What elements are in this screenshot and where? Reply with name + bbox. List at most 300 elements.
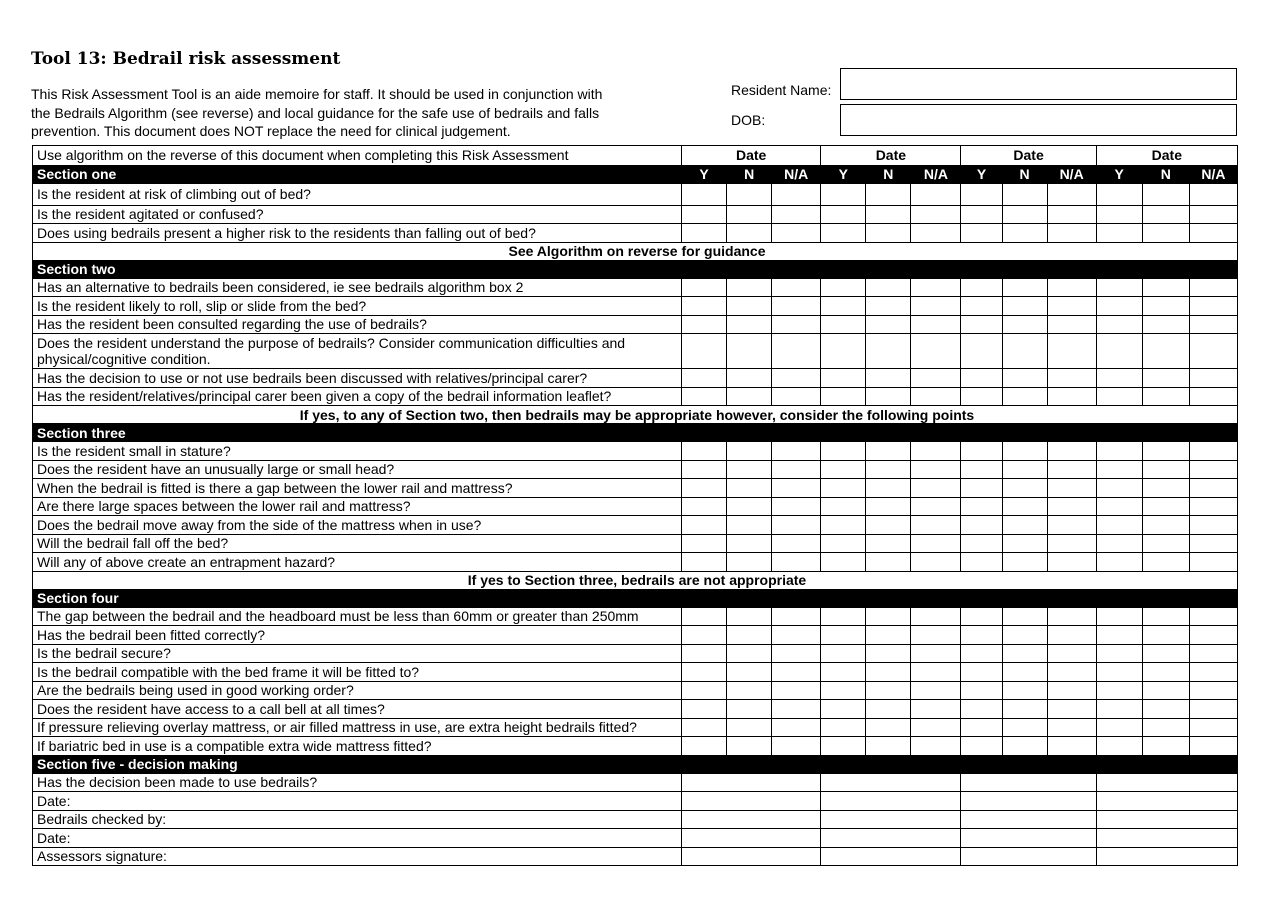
answer-cell[interactable] bbox=[682, 479, 727, 498]
answer-cell[interactable] bbox=[1002, 737, 1047, 756]
answer-cell[interactable] bbox=[1142, 553, 1189, 572]
answer-cell[interactable] bbox=[911, 183, 961, 205]
answer-cell[interactable] bbox=[1189, 224, 1237, 243]
answer-cell[interactable] bbox=[866, 334, 911, 369]
decision-cell[interactable] bbox=[821, 847, 961, 866]
answer-cell[interactable] bbox=[1096, 205, 1142, 224]
answer-cell[interactable] bbox=[961, 334, 1002, 369]
answer-cell[interactable] bbox=[682, 442, 727, 461]
answer-cell[interactable] bbox=[1189, 479, 1237, 498]
answer-cell[interactable] bbox=[727, 387, 772, 406]
answer-cell[interactable] bbox=[961, 607, 1002, 626]
answer-cell[interactable] bbox=[866, 700, 911, 719]
answer-cell[interactable] bbox=[961, 442, 1002, 461]
answer-cell[interactable] bbox=[727, 718, 772, 737]
answer-cell[interactable] bbox=[1096, 626, 1142, 645]
answer-cell[interactable] bbox=[866, 442, 911, 461]
answer-cell[interactable] bbox=[911, 553, 961, 572]
answer-cell[interactable] bbox=[1142, 663, 1189, 682]
answer-cell[interactable] bbox=[961, 315, 1002, 334]
answer-cell[interactable] bbox=[727, 183, 772, 205]
answer-cell[interactable] bbox=[772, 387, 821, 406]
answer-cell[interactable] bbox=[727, 553, 772, 572]
answer-cell[interactable] bbox=[961, 205, 1002, 224]
answer-cell[interactable] bbox=[727, 516, 772, 535]
answer-cell[interactable] bbox=[821, 553, 866, 572]
answer-cell[interactable] bbox=[1189, 315, 1237, 334]
answer-cell[interactable] bbox=[1096, 553, 1142, 572]
answer-cell[interactable] bbox=[1142, 497, 1189, 516]
answer-cell[interactable] bbox=[961, 497, 1002, 516]
answer-cell[interactable] bbox=[1047, 663, 1096, 682]
answer-cell[interactable] bbox=[682, 516, 727, 535]
answer-cell[interactable] bbox=[1189, 534, 1237, 553]
answer-cell[interactable] bbox=[1002, 663, 1047, 682]
answer-cell[interactable] bbox=[911, 334, 961, 369]
answer-cell[interactable] bbox=[1047, 644, 1096, 663]
answer-cell[interactable] bbox=[961, 387, 1002, 406]
decision-cell[interactable] bbox=[1096, 810, 1237, 829]
answer-cell[interactable] bbox=[866, 387, 911, 406]
answer-cell[interactable] bbox=[866, 183, 911, 205]
answer-cell[interactable] bbox=[1096, 387, 1142, 406]
answer-cell[interactable] bbox=[1142, 460, 1189, 479]
answer-cell[interactable] bbox=[772, 278, 821, 297]
answer-cell[interactable] bbox=[821, 224, 866, 243]
answer-cell[interactable] bbox=[821, 644, 866, 663]
answer-cell[interactable] bbox=[961, 479, 1002, 498]
answer-cell[interactable] bbox=[1142, 224, 1189, 243]
answer-cell[interactable] bbox=[821, 315, 866, 334]
answer-cell[interactable] bbox=[1047, 205, 1096, 224]
answer-cell[interactable] bbox=[682, 369, 727, 388]
answer-cell[interactable] bbox=[1096, 607, 1142, 626]
answer-cell[interactable] bbox=[961, 516, 1002, 535]
answer-cell[interactable] bbox=[1002, 224, 1047, 243]
answer-cell[interactable] bbox=[911, 369, 961, 388]
answer-cell[interactable] bbox=[1189, 663, 1237, 682]
answer-cell[interactable] bbox=[1002, 553, 1047, 572]
answer-cell[interactable] bbox=[1142, 205, 1189, 224]
answer-cell[interactable] bbox=[866, 626, 911, 645]
answer-cell[interactable] bbox=[1047, 387, 1096, 406]
answer-cell[interactable] bbox=[682, 387, 727, 406]
answer-cell[interactable] bbox=[727, 334, 772, 369]
answer-cell[interactable] bbox=[866, 737, 911, 756]
answer-cell[interactable] bbox=[866, 607, 911, 626]
answer-cell[interactable] bbox=[682, 205, 727, 224]
answer-cell[interactable] bbox=[727, 442, 772, 461]
decision-cell[interactable] bbox=[1096, 829, 1237, 848]
decision-cell[interactable] bbox=[821, 810, 961, 829]
answer-cell[interactable] bbox=[772, 607, 821, 626]
answer-cell[interactable] bbox=[1096, 369, 1142, 388]
answer-cell[interactable] bbox=[961, 644, 1002, 663]
answer-cell[interactable] bbox=[727, 224, 772, 243]
answer-cell[interactable] bbox=[1002, 718, 1047, 737]
answer-cell[interactable] bbox=[682, 497, 727, 516]
answer-cell[interactable] bbox=[1096, 315, 1142, 334]
answer-cell[interactable] bbox=[821, 205, 866, 224]
answer-cell[interactable] bbox=[772, 334, 821, 369]
answer-cell[interactable] bbox=[866, 497, 911, 516]
answer-cell[interactable] bbox=[1189, 278, 1237, 297]
answer-cell[interactable] bbox=[1142, 183, 1189, 205]
answer-cell[interactable] bbox=[1096, 663, 1142, 682]
answer-cell[interactable] bbox=[961, 737, 1002, 756]
decision-cell[interactable] bbox=[682, 773, 821, 792]
answer-cell[interactable] bbox=[1047, 626, 1096, 645]
answer-cell[interactable] bbox=[866, 681, 911, 700]
answer-cell[interactable] bbox=[727, 700, 772, 719]
answer-cell[interactable] bbox=[866, 297, 911, 316]
answer-cell[interactable] bbox=[1096, 334, 1142, 369]
answer-cell[interactable] bbox=[911, 681, 961, 700]
answer-cell[interactable] bbox=[682, 607, 727, 626]
answer-cell[interactable] bbox=[911, 442, 961, 461]
answer-cell[interactable] bbox=[1047, 607, 1096, 626]
answer-cell[interactable] bbox=[682, 297, 727, 316]
answer-cell[interactable] bbox=[1096, 297, 1142, 316]
answer-cell[interactable] bbox=[821, 369, 866, 388]
answer-cell[interactable] bbox=[1189, 183, 1237, 205]
decision-cell[interactable] bbox=[682, 792, 821, 811]
answer-cell[interactable] bbox=[1047, 516, 1096, 535]
answer-cell[interactable] bbox=[682, 737, 727, 756]
answer-cell[interactable] bbox=[1142, 315, 1189, 334]
answer-cell[interactable] bbox=[1096, 534, 1142, 553]
answer-cell[interactable] bbox=[1096, 460, 1142, 479]
answer-cell[interactable] bbox=[682, 460, 727, 479]
answer-cell[interactable] bbox=[1002, 460, 1047, 479]
decision-cell[interactable] bbox=[961, 847, 1096, 866]
answer-cell[interactable] bbox=[1047, 224, 1096, 243]
answer-cell[interactable] bbox=[821, 297, 866, 316]
answer-cell[interactable] bbox=[682, 626, 727, 645]
answer-cell[interactable] bbox=[1002, 297, 1047, 316]
answer-cell[interactable] bbox=[821, 334, 866, 369]
answer-cell[interactable] bbox=[821, 700, 866, 719]
answer-cell[interactable] bbox=[1047, 334, 1096, 369]
answer-cell[interactable] bbox=[772, 297, 821, 316]
answer-cell[interactable] bbox=[1096, 681, 1142, 700]
answer-cell[interactable] bbox=[1047, 479, 1096, 498]
answer-cell[interactable] bbox=[911, 479, 961, 498]
answer-cell[interactable] bbox=[1002, 278, 1047, 297]
answer-cell[interactable] bbox=[1002, 626, 1047, 645]
answer-cell[interactable] bbox=[772, 626, 821, 645]
answer-cell[interactable] bbox=[866, 644, 911, 663]
answer-cell[interactable] bbox=[682, 663, 727, 682]
answer-cell[interactable] bbox=[682, 718, 727, 737]
decision-cell[interactable] bbox=[961, 829, 1096, 848]
answer-cell[interactable] bbox=[1096, 442, 1142, 461]
decision-cell[interactable] bbox=[961, 773, 1096, 792]
answer-cell[interactable] bbox=[911, 516, 961, 535]
answer-cell[interactable] bbox=[1096, 516, 1142, 535]
answer-cell[interactable] bbox=[1002, 516, 1047, 535]
answer-cell[interactable] bbox=[1047, 183, 1096, 205]
answer-cell[interactable] bbox=[772, 534, 821, 553]
answer-cell[interactable] bbox=[682, 700, 727, 719]
answer-cell[interactable] bbox=[1142, 442, 1189, 461]
answer-cell[interactable] bbox=[1002, 534, 1047, 553]
answer-cell[interactable] bbox=[911, 460, 961, 479]
answer-cell[interactable] bbox=[727, 737, 772, 756]
resident-name-field[interactable] bbox=[840, 68, 1237, 100]
answer-cell[interactable] bbox=[866, 369, 911, 388]
answer-cell[interactable] bbox=[1189, 607, 1237, 626]
answer-cell[interactable] bbox=[1047, 442, 1096, 461]
decision-cell[interactable] bbox=[1096, 847, 1237, 866]
answer-cell[interactable] bbox=[961, 718, 1002, 737]
answer-cell[interactable] bbox=[1002, 315, 1047, 334]
answer-cell[interactable] bbox=[1047, 681, 1096, 700]
answer-cell[interactable] bbox=[727, 644, 772, 663]
answer-cell[interactable] bbox=[1142, 626, 1189, 645]
answer-cell[interactable] bbox=[1189, 516, 1237, 535]
answer-cell[interactable] bbox=[911, 663, 961, 682]
answer-cell[interactable] bbox=[866, 553, 911, 572]
answer-cell[interactable] bbox=[961, 553, 1002, 572]
answer-cell[interactable] bbox=[727, 607, 772, 626]
answer-cell[interactable] bbox=[1002, 497, 1047, 516]
answer-cell[interactable] bbox=[961, 534, 1002, 553]
answer-cell[interactable] bbox=[911, 534, 961, 553]
answer-cell[interactable] bbox=[772, 516, 821, 535]
answer-cell[interactable] bbox=[682, 553, 727, 572]
answer-cell[interactable] bbox=[1002, 700, 1047, 719]
decision-cell[interactable] bbox=[821, 773, 961, 792]
decision-cell[interactable] bbox=[682, 810, 821, 829]
answer-cell[interactable] bbox=[1002, 479, 1047, 498]
answer-cell[interactable] bbox=[1047, 534, 1096, 553]
decision-cell[interactable] bbox=[821, 829, 961, 848]
answer-cell[interactable] bbox=[682, 278, 727, 297]
answer-cell[interactable] bbox=[961, 278, 1002, 297]
answer-cell[interactable] bbox=[821, 718, 866, 737]
answer-cell[interactable] bbox=[866, 479, 911, 498]
answer-cell[interactable] bbox=[1096, 479, 1142, 498]
answer-cell[interactable] bbox=[911, 205, 961, 224]
answer-cell[interactable] bbox=[1142, 369, 1189, 388]
answer-cell[interactable] bbox=[961, 224, 1002, 243]
decision-cell[interactable] bbox=[961, 792, 1096, 811]
answer-cell[interactable] bbox=[821, 626, 866, 645]
answer-cell[interactable] bbox=[1096, 737, 1142, 756]
answer-cell[interactable] bbox=[727, 663, 772, 682]
answer-cell[interactable] bbox=[772, 183, 821, 205]
answer-cell[interactable] bbox=[1047, 497, 1096, 516]
answer-cell[interactable] bbox=[1047, 369, 1096, 388]
answer-cell[interactable] bbox=[1142, 278, 1189, 297]
answer-cell[interactable] bbox=[911, 644, 961, 663]
answer-cell[interactable] bbox=[682, 224, 727, 243]
answer-cell[interactable] bbox=[1002, 387, 1047, 406]
answer-cell[interactable] bbox=[1096, 278, 1142, 297]
answer-cell[interactable] bbox=[866, 315, 911, 334]
answer-cell[interactable] bbox=[1189, 553, 1237, 572]
answer-cell[interactable] bbox=[866, 663, 911, 682]
answer-cell[interactable] bbox=[911, 278, 961, 297]
answer-cell[interactable] bbox=[727, 297, 772, 316]
answer-cell[interactable] bbox=[727, 534, 772, 553]
answer-cell[interactable] bbox=[1189, 644, 1237, 663]
answer-cell[interactable] bbox=[772, 718, 821, 737]
answer-cell[interactable] bbox=[1047, 700, 1096, 719]
answer-cell[interactable] bbox=[1189, 626, 1237, 645]
answer-cell[interactable] bbox=[727, 205, 772, 224]
answer-cell[interactable] bbox=[727, 315, 772, 334]
decision-cell[interactable] bbox=[682, 847, 821, 866]
answer-cell[interactable] bbox=[961, 663, 1002, 682]
answer-cell[interactable] bbox=[866, 516, 911, 535]
answer-cell[interactable] bbox=[1142, 607, 1189, 626]
answer-cell[interactable] bbox=[821, 460, 866, 479]
answer-cell[interactable] bbox=[911, 607, 961, 626]
answer-cell[interactable] bbox=[1142, 700, 1189, 719]
answer-cell[interactable] bbox=[772, 497, 821, 516]
answer-cell[interactable] bbox=[1189, 737, 1237, 756]
answer-cell[interactable] bbox=[961, 460, 1002, 479]
answer-cell[interactable] bbox=[727, 626, 772, 645]
answer-cell[interactable] bbox=[682, 534, 727, 553]
answer-cell[interactable] bbox=[1047, 297, 1096, 316]
answer-cell[interactable] bbox=[1047, 553, 1096, 572]
answer-cell[interactable] bbox=[727, 681, 772, 700]
answer-cell[interactable] bbox=[961, 369, 1002, 388]
answer-cell[interactable] bbox=[961, 681, 1002, 700]
answer-cell[interactable] bbox=[727, 369, 772, 388]
answer-cell[interactable] bbox=[911, 718, 961, 737]
answer-cell[interactable] bbox=[682, 315, 727, 334]
answer-cell[interactable] bbox=[727, 460, 772, 479]
answer-cell[interactable] bbox=[772, 644, 821, 663]
answer-cell[interactable] bbox=[821, 497, 866, 516]
answer-cell[interactable] bbox=[911, 297, 961, 316]
answer-cell[interactable] bbox=[1096, 718, 1142, 737]
decision-cell[interactable] bbox=[1096, 773, 1237, 792]
answer-cell[interactable] bbox=[821, 183, 866, 205]
answer-cell[interactable] bbox=[821, 278, 866, 297]
answer-cell[interactable] bbox=[1142, 387, 1189, 406]
answer-cell[interactable] bbox=[1189, 460, 1237, 479]
answer-cell[interactable] bbox=[961, 183, 1002, 205]
decision-cell[interactable] bbox=[1096, 792, 1237, 811]
answer-cell[interactable] bbox=[1142, 644, 1189, 663]
answer-cell[interactable] bbox=[821, 534, 866, 553]
answer-cell[interactable] bbox=[772, 681, 821, 700]
answer-cell[interactable] bbox=[1002, 681, 1047, 700]
answer-cell[interactable] bbox=[911, 387, 961, 406]
answer-cell[interactable] bbox=[1142, 737, 1189, 756]
answer-cell[interactable] bbox=[1002, 369, 1047, 388]
answer-cell[interactable] bbox=[1189, 334, 1237, 369]
answer-cell[interactable] bbox=[1047, 315, 1096, 334]
answer-cell[interactable] bbox=[866, 224, 911, 243]
answer-cell[interactable] bbox=[911, 315, 961, 334]
answer-cell[interactable] bbox=[1189, 700, 1237, 719]
answer-cell[interactable] bbox=[866, 460, 911, 479]
answer-cell[interactable] bbox=[1189, 369, 1237, 388]
answer-cell[interactable] bbox=[961, 297, 1002, 316]
answer-cell[interactable] bbox=[821, 442, 866, 461]
answer-cell[interactable] bbox=[866, 205, 911, 224]
decision-cell[interactable] bbox=[961, 810, 1096, 829]
answer-cell[interactable] bbox=[772, 553, 821, 572]
answer-cell[interactable] bbox=[772, 700, 821, 719]
answer-cell[interactable] bbox=[1047, 737, 1096, 756]
answer-cell[interactable] bbox=[1142, 479, 1189, 498]
answer-cell[interactable] bbox=[772, 315, 821, 334]
answer-cell[interactable] bbox=[911, 737, 961, 756]
answer-cell[interactable] bbox=[727, 278, 772, 297]
answer-cell[interactable] bbox=[772, 460, 821, 479]
answer-cell[interactable] bbox=[772, 479, 821, 498]
answer-cell[interactable] bbox=[1096, 497, 1142, 516]
answer-cell[interactable] bbox=[1142, 718, 1189, 737]
answer-cell[interactable] bbox=[1189, 718, 1237, 737]
decision-cell[interactable] bbox=[821, 792, 961, 811]
answer-cell[interactable] bbox=[821, 663, 866, 682]
answer-cell[interactable] bbox=[1189, 387, 1237, 406]
answer-cell[interactable] bbox=[682, 644, 727, 663]
answer-cell[interactable] bbox=[866, 718, 911, 737]
answer-cell[interactable] bbox=[1142, 297, 1189, 316]
answer-cell[interactable] bbox=[1002, 334, 1047, 369]
answer-cell[interactable] bbox=[1002, 442, 1047, 461]
answer-cell[interactable] bbox=[1096, 644, 1142, 663]
answer-cell[interactable] bbox=[1002, 205, 1047, 224]
answer-cell[interactable] bbox=[772, 205, 821, 224]
decision-cell[interactable] bbox=[682, 829, 821, 848]
answer-cell[interactable] bbox=[1189, 497, 1237, 516]
answer-cell[interactable] bbox=[1096, 700, 1142, 719]
answer-cell[interactable] bbox=[772, 369, 821, 388]
answer-cell[interactable] bbox=[682, 681, 727, 700]
answer-cell[interactable] bbox=[821, 516, 866, 535]
answer-cell[interactable] bbox=[911, 626, 961, 645]
answer-cell[interactable] bbox=[866, 534, 911, 553]
answer-cell[interactable] bbox=[911, 224, 961, 243]
answer-cell[interactable] bbox=[1189, 205, 1237, 224]
answer-cell[interactable] bbox=[1096, 224, 1142, 243]
answer-cell[interactable] bbox=[1189, 297, 1237, 316]
answer-cell[interactable] bbox=[682, 334, 727, 369]
answer-cell[interactable] bbox=[1002, 607, 1047, 626]
answer-cell[interactable] bbox=[961, 626, 1002, 645]
answer-cell[interactable] bbox=[772, 663, 821, 682]
answer-cell[interactable] bbox=[1096, 183, 1142, 205]
answer-cell[interactable] bbox=[1047, 718, 1096, 737]
answer-cell[interactable] bbox=[1142, 681, 1189, 700]
answer-cell[interactable] bbox=[727, 479, 772, 498]
answer-cell[interactable] bbox=[1189, 681, 1237, 700]
answer-cell[interactable] bbox=[911, 497, 961, 516]
answer-cell[interactable] bbox=[1002, 183, 1047, 205]
answer-cell[interactable] bbox=[866, 278, 911, 297]
answer-cell[interactable] bbox=[682, 183, 727, 205]
answer-cell[interactable] bbox=[772, 224, 821, 243]
dob-field[interactable] bbox=[840, 104, 1237, 136]
answer-cell[interactable] bbox=[1189, 442, 1237, 461]
answer-cell[interactable] bbox=[1142, 534, 1189, 553]
answer-cell[interactable] bbox=[961, 700, 1002, 719]
answer-cell[interactable] bbox=[821, 607, 866, 626]
answer-cell[interactable] bbox=[821, 387, 866, 406]
answer-cell[interactable] bbox=[821, 737, 866, 756]
answer-cell[interactable] bbox=[727, 497, 772, 516]
